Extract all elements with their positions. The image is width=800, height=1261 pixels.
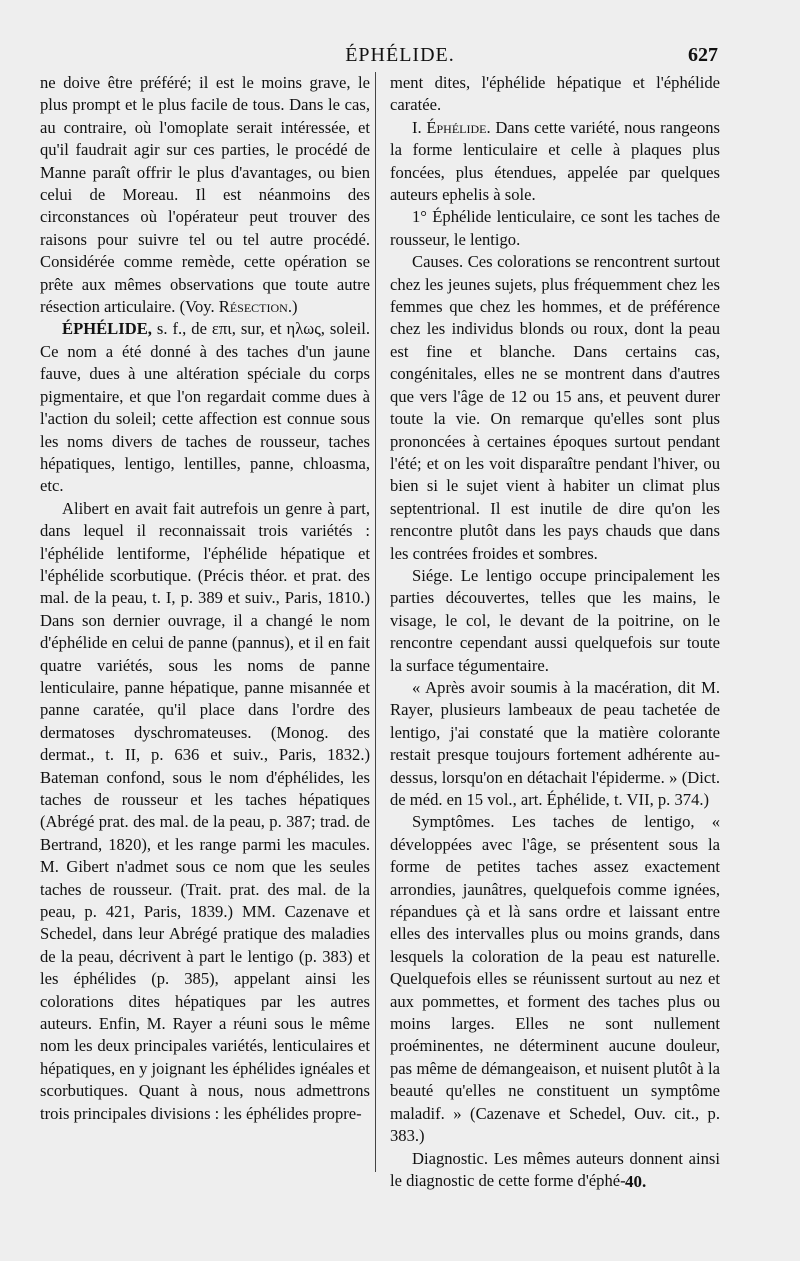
entry-paragraph bbox=[40, 318, 370, 497]
section-label: I. Éphélide. bbox=[412, 117, 491, 137]
left-column bbox=[40, 72, 370, 1125]
paragraph: Diagnostic. Les mêmes auteurs donnent ainsi le diagnostic de cette forme d'éphé- bbox=[390, 1148, 720, 1190]
page-number: 627 bbox=[688, 44, 718, 66]
entry-headword: ÉPHÉLIDE, bbox=[62, 319, 152, 339]
running-head bbox=[0, 44, 800, 70]
paragraph: Causes. Ces colorations se rencontrent surtout chez les jeunes sujets, plus fréquemment chez les femmes que chez les hommes, et de préférence chez les individus blonds ou roux, dont la peau est fine et blanche. Dans certains cas, congénitales, elles ne se montrent dans d'autres que vers l'âge de 12 ou 15 ans, et peuvent durer toute la vie. On remarque qu'elles sont plus prononcées à certaines époques surtout pendant l'été; et on les voit disparaître pendant l'hiver, ou bien si le sujet vient à habiter un climat plus septentrional. Il est inutile de dire qu'on les rencontre plutôt dans les pays chauds que dans les contrées froides et sombres. bbox=[390, 252, 720, 563]
paragraph-text: ) bbox=[292, 297, 298, 317]
paragraph: Siége. Le lentigo occupe principalement les parties découvertes, telles que les mains, le visage, le col, le devant de la poitrine, on le rencontre cependant aussi quelquefois sur toute la surface tégumentaire. bbox=[390, 565, 720, 675]
paragraph-text: s. f., de επι, sur, et ηλως, soleil. Ce nom a été donné à des taches d'un jaune fauve, dues à une altération spéciale du corps pigmentaire, et que l'on regardait comme dues à l'action du soleil; cette affection est connue sous les noms divers de taches de rousseur, taches hépatiques, lentigo, lentilles, panne, chloasma, etc. bbox=[40, 319, 370, 496]
column-divider bbox=[375, 72, 376, 1172]
paragraph: Symptômes. Les taches de lentigo, « développées avec l'âge, se présentent sous la forme de petites taches assez exactement arrondies, jaunâtres, quelquefois comme ignées, répandues çà et là sans ordre et laissant entre elles des intervalles plus ou moins grands, dans lesquels la coloration de la peau est naturelle. Quelquefois elles se réunissent surtout au nez et aux pommettes, et forment des taches plus ou moins larges. Elles ne sont nullement proéminentes, ne déterminent aucune douleur, pas même de démangeaison, et nuisent plutôt à la beauté qu'elles ne constituent un symptôme maladif. » (Cazenave et Schedel, Ouv. cit., p. 383.) bbox=[390, 812, 720, 1146]
right-column bbox=[390, 72, 720, 1192]
section-paragraph bbox=[390, 117, 720, 207]
paragraph-text: ne doive être préféré; il est le moins grave, le plus prompt et le plus facile de tous. Dans le cas, au contraire, où l'omoplate serait intéressée, et qu'il faudrait agir sur ces parties, le procédé de Manne paraît offrir le plus d'avantages, ou bien celui de Moreau. Il est néanmoins des circonstances où l'opérateur peut trouver des raisons pour suivre tel ou tel autre procédé. Considérée comme remède, cette opération se prête aux mêmes observations que toute autre résection articulaire. (Voy. bbox=[40, 73, 370, 317]
paragraph-text: Dans cette variété, nous rangeons la forme lenticulaire et celle à plaques plus foncées, plus étendues, appelée par quelques auteurs ephelis à sole. bbox=[390, 117, 720, 205]
cross-reference: Résection. bbox=[218, 297, 292, 317]
paragraph bbox=[40, 72, 370, 318]
paragraph: 1° Éphélide lenticulaire, ce sont les taches de rousseur, le lentigo. bbox=[390, 207, 720, 249]
paragraph: ment dites, l'éphélide hépatique et l'éphélide caratée. bbox=[390, 73, 720, 115]
paragraph: Alibert en avait fait autrefois un genre à part, dans lequel il reconnaissait trois variétés : l'éphélide lentiforme, l'éphélide hépatique et l'éphélide scorbutique. (Précis théor. et prat. des mal. de la peau, t. I, p. 389 et suiv., Paris, 1810.) Dans son dernier ouvrage, il a changé le nom d'éphélide en celui de panne (pannus), et il en fait quatre variétés, sous les noms de panne lenticulaire, panne hépatique, panne misannée et panne caratée, qu'il place dans l'ordre des dermatoses dyschromateuses. (Monog. des dermat., t. II, p. 636 et suiv., Paris, 1832.) Bateman confond, sous le nom d'éphélides, les taches de rousseur et les taches hépatiques (Abrégé prat. des mal. de la peau, p. 387; trad. de Bertrand, 1820), et les range parmi les macules. M. Gibert n'admet sous ce nom que les seules taches de rousseur. (Trait. prat. des mal. de la peau, p. 421, Paris, 1839.) MM. Cazenave et Schedel, dans leur Abrégé pratique des maladies de la peau, décrivent à part le lentigo (p. 383) et les éphélides (p. 385), appelant ainsi les colorations dites hépatiques par les autres auteurs. Enfin, M. Rayer a réuni sous le même nom les deux principales variétés, lenticulaires et hépatiques, en y joignant les éphélides ignéales et scorbutiques. Quant à nous, nous admettrons trois principales divisions : les éphélides propre- bbox=[40, 498, 370, 1123]
paragraph: « Après avoir soumis à la macération, dit M. Rayer, plusieurs lambeaux de peau tachetée de lentigo, j'ai constaté que la matière colorante restait presque toujours fortement adhérente au-dessus, lorsqu'on en détachait l'épiderme. » (Dict. de méd. en 15 vol., art. Éphélide, t. VII, p. 374.) bbox=[390, 677, 720, 809]
page-title: ÉPHÉLIDE. bbox=[345, 44, 455, 66]
signature-mark: 40. bbox=[625, 1172, 647, 1191]
